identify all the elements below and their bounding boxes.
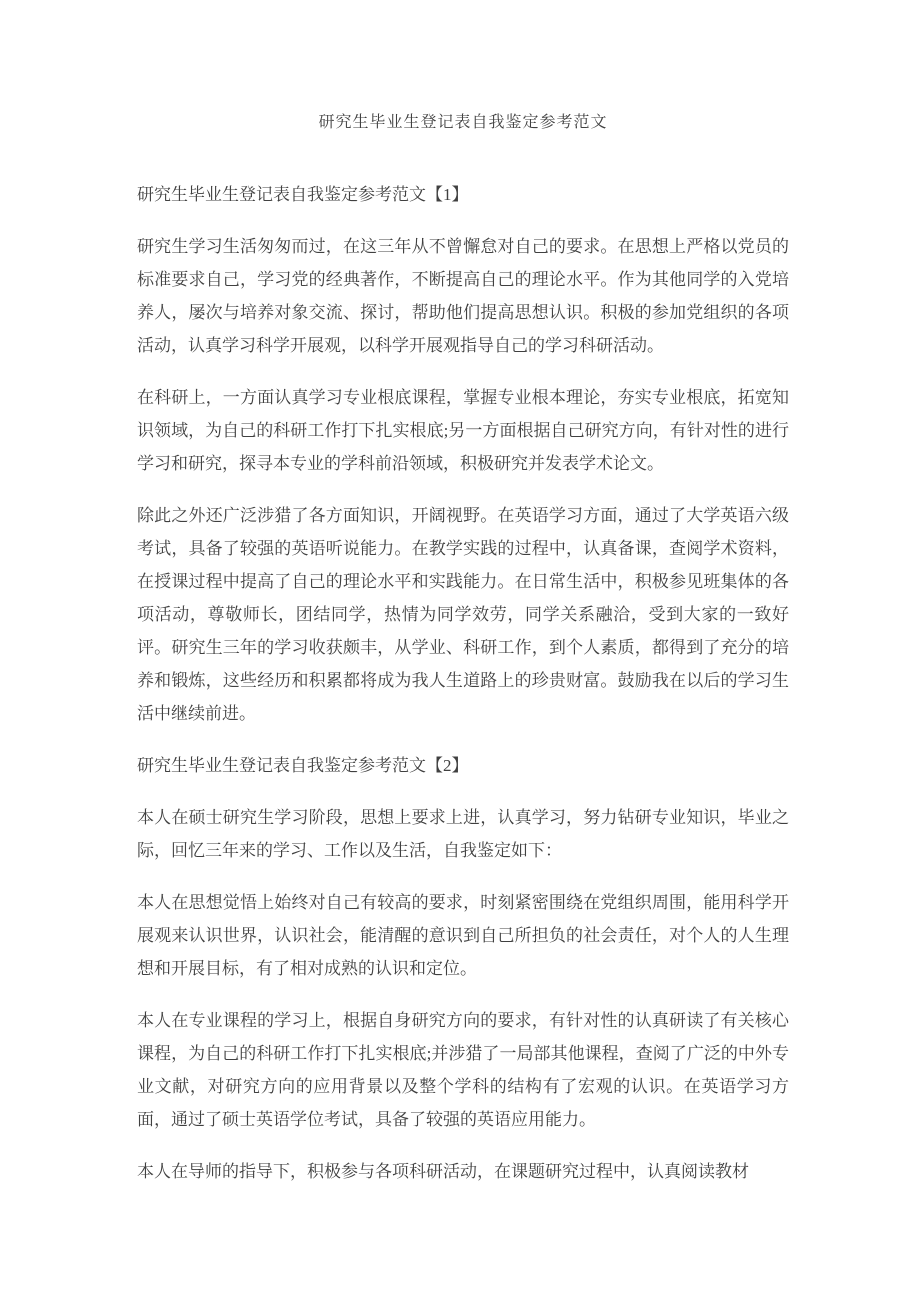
section-2-paragraph-4: 本人在导师的指导下，积极参与各项科研活动，在课题研究过程中，认真阅读教材 xyxy=(137,1162,749,1181)
section-1-paragraph-2: 在科研上，一方面认真学习专业根底课程，掌握专业根本理论，夯实专业根底，拓宽知识领域，为自己的科研工作打下扎实根底;另一方面根据自己研究方向，有针对性的进行学习和研究，探寻本专业的学科前沿领域，积极研究并发表学术论文。 xyxy=(137,388,789,473)
document-title: 研究生毕业生登记表自我鉴定参考范文 xyxy=(318,114,608,131)
section-2-heading: 研究生毕业生登记表自我鉴定参考范文【2】 xyxy=(137,756,469,775)
section-1-paragraph-1: 研究生学习生活匆匆而过，在这三年从不曾懈怠对自己的要求。在思想上严格以党员的标准要求自己，学习党的经典著作，不断提高自己的理论水平。作为其他同学的入党培养人，屡次与培养对象交流、探讨，帮助他们提高思想认识。积极的参加党组织的各项活动，认真学习科学开展观，以科学开展观指导自己的学习科研活动。 xyxy=(137,237,789,355)
section-2-paragraph-1: 本人在硕士研究生学习阶段，思想上要求上进，认真学习，努力钻研专业知识，毕业之际，回忆三年来的学习、工作以及生活，自我鉴定如下： xyxy=(137,808,789,860)
section-1-heading: 研究生毕业生登记表自我鉴定参考范文【1】 xyxy=(137,185,469,204)
section-2 xyxy=(137,749,789,1188)
section-2-paragraph-2: 本人在思想觉悟上始终对自己有较高的要求，时刻紧密围绕在党组织周围，能用科学开展观来认识世界，认识社会，能清醒的意识到自己所担负的社会责任，对个人的人生理想和开展目标，有了相对成熟的认识和定位。 xyxy=(137,893,789,978)
section-1-paragraph-3: 除此之外还广泛涉猎了各方面知识，开阔视野。在英语学习方面，通过了大学英语六级考试，具备了较强的英语听说能力。在教学实践的过程中，认真备课，查阅学术资料，在授课过程中提高了自己的理论水平和实践能力。在日常生活中，积极参见班集体的各项活动，尊敬师长，团结同学，热情为同学效劳，同学关系融洽，受到大家的一致好评。研究生三年的学习收获颇丰，从学业、科研工作，到个人素质，都得到了充分的培养和锻炼，这些经历和积累都将成为我人生道路上的珍贵财富。鼓励我在以后的学习生活中继续前进。 xyxy=(137,506,789,723)
section-2-paragraph-3: 本人在专业课程的学习上，根据自身研究方向的要求，有针对性的认真研读了有关核心课程，为自己的科研工作打下扎实根底;并涉猎了一局部其他课程，查阅了广泛的中外专业文献，对研究方向的应用背景以及整个学科的结构有了宏观的认识。在英语学习方面，通过了硕士英语学位考试，具备了较强的英语应用能力。 xyxy=(137,1011,789,1129)
section-1 xyxy=(137,178,789,730)
